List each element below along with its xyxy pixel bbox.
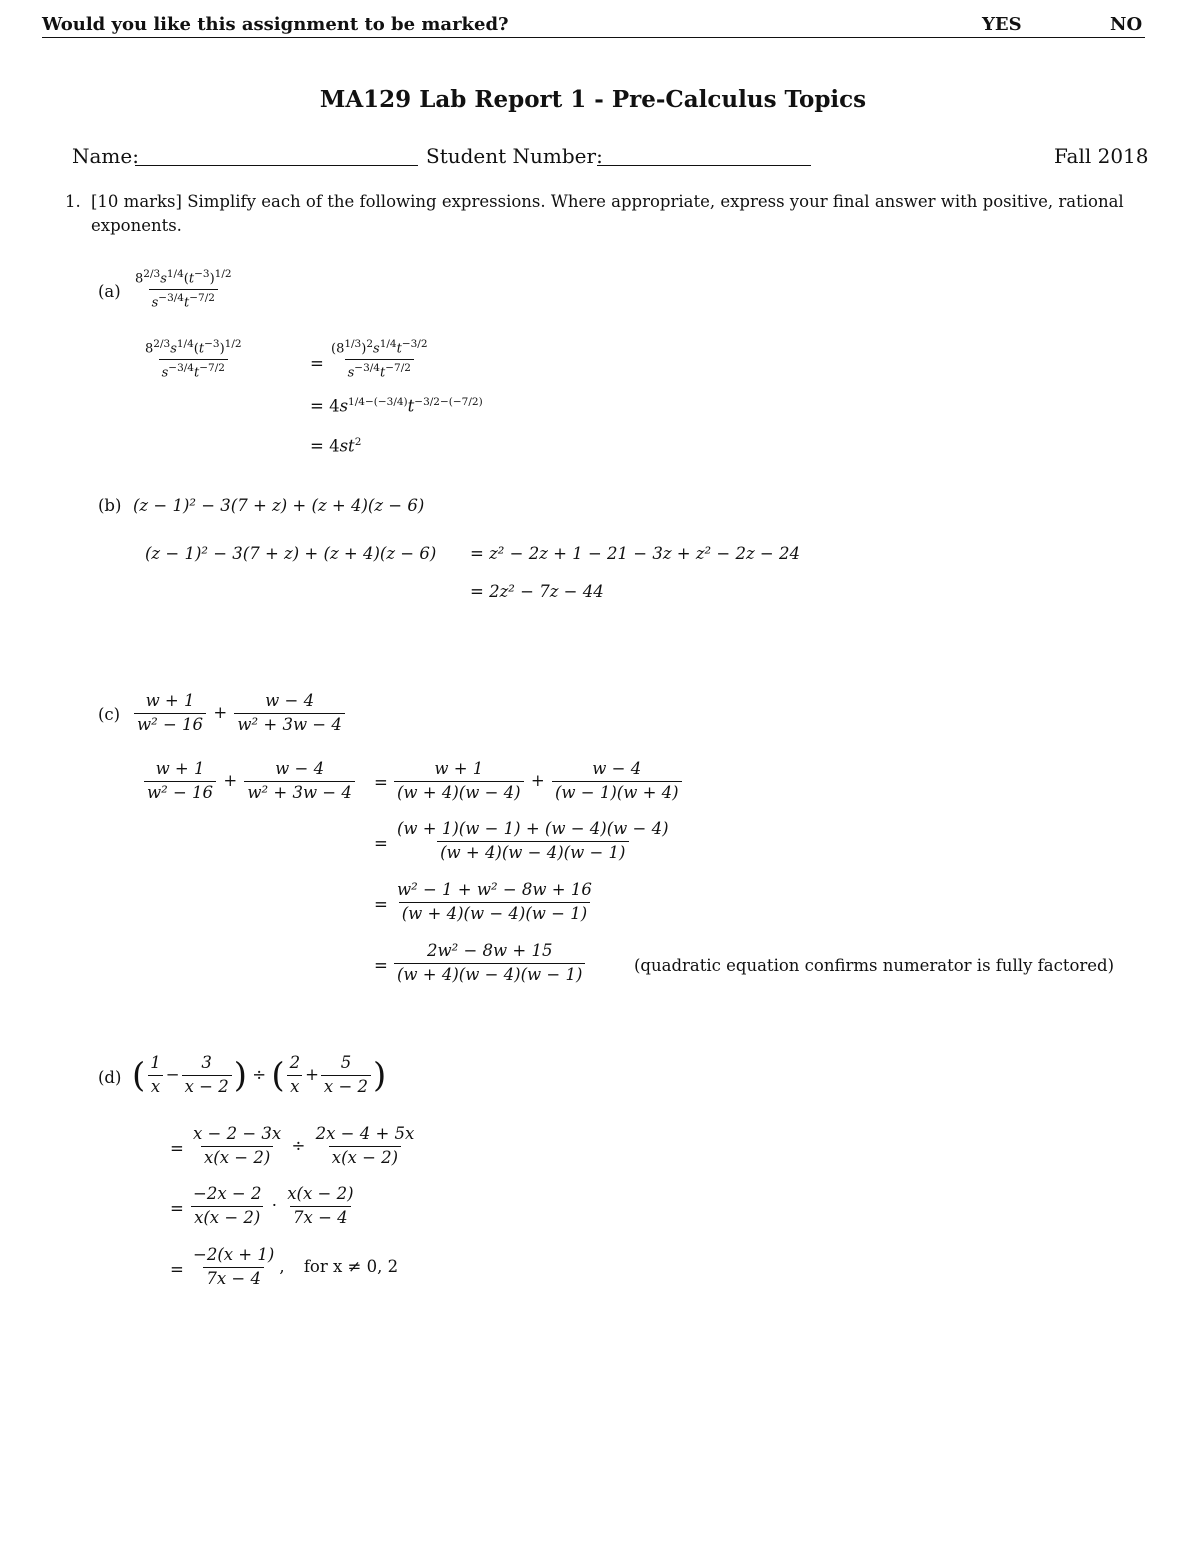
fraction: $\frac{w - 4}{\text{w² + 3w − 4}}$: [244, 760, 355, 803]
question-instruction: Simplify each of the following expressions. Where appropriate, express your final answer with positive, rational: [187, 192, 1124, 211]
equals-sign: =: [374, 895, 388, 914]
fraction: $\frac{\text{w² − 1 + w² − 8w + 16}}{(w + 4)(w - 4)(w - 1)}$: [397, 880, 592, 923]
no-option[interactable]: NO: [1110, 14, 1143, 35]
fraction: $\frac{1}{x}$: [147, 1054, 164, 1097]
part-a-step1-lhs: [140, 338, 247, 382]
fraction: $\frac{2x - 4 + 5x}{x(x - 2)}$: [315, 1124, 415, 1167]
fraction: $\frac{2}{x}$: [287, 1054, 304, 1097]
part-c-step2: [392, 820, 674, 863]
part-a-step1-rhs: [326, 338, 433, 382]
fraction: $\frac{5}{x - 2}$: [321, 1054, 371, 1097]
part-c-label: (c): [98, 705, 121, 724]
equals-sign: =: [170, 1199, 184, 1218]
fraction: $\frac{x - 2 - 3x}{x(x - 2)}$: [193, 1124, 282, 1167]
header-rule: [42, 37, 1145, 38]
equals-sign: =: [310, 354, 324, 373]
part-c-step1-lhs: $\frac{w + 1}{\text{w² − 16}}$ + $\frac{w - 4}{\text{w² + 3w − 4}}$: [142, 760, 357, 803]
equals-sign: =: [374, 773, 388, 792]
part-a-problem: [130, 268, 237, 312]
fraction: $\frac{\text{2w² − 8w + 15}}{(w + 4)(w - 4)(w - 1)}$: [394, 942, 585, 985]
part-b-step1-lhs: (z − 1)² − 3(7 + z) + (z + 4)(z − 6): [145, 544, 437, 563]
name-field[interactable]: [135, 165, 418, 166]
fraction: $\frac{8^{2/3}s^{1/4}(t^{-3})^{1/2}}{s^{-3/4}t^{-7/2}}$: [135, 268, 232, 311]
question-text-cont: exponents.: [91, 216, 182, 235]
fraction: $\frac{3}{x - 2}$: [182, 1054, 232, 1097]
part-c-step3: [392, 881, 597, 924]
part-a-step3: = $4st^2$: [310, 436, 362, 456]
equals-sign: =: [170, 1139, 184, 1158]
question-text: [91, 189, 1151, 214]
fraction: $\frac{(w + 1)(w - 1) + (w - 4)(w - 4)}{(w + 4)(w - 4)(w - 1)}$: [397, 819, 669, 862]
part-d-condition: for x ≠ 0, 2: [303, 1256, 399, 1276]
fraction: $\frac{-2x - 2}{x(x - 2)}$: [193, 1184, 262, 1227]
page-title: MA129 Lab Report 1 - Pre-Calculus Topics: [319, 86, 867, 113]
student-number-field[interactable]: [597, 165, 811, 166]
part-d-label: (d): [98, 1068, 122, 1087]
part-c-step4: [392, 942, 587, 985]
fraction: $\frac{8^{2/3}s^{1/4}(t^{-3})^{1/2}}{s^{-3/4}t^{-7/2}}$: [145, 338, 242, 381]
part-c-problem: $\frac{w + 1}{\text{w² − 16}}$ + $\frac{w - 4}{\text{w² + 3w − 4}}$: [132, 692, 347, 735]
part-c-step1-rhs: $\frac{w + 1}{(w + 4)(w - 4)}$ + $\frac{w - 4}{(w - 1)(w + 4)}$: [392, 760, 684, 803]
fraction: $\frac{w + 1}{(w + 4)(w - 4)}$: [394, 760, 524, 803]
equals-sign: =: [374, 834, 388, 853]
part-d-step3: $\frac{-2(x + 1)}{7x - 4}$ , for x ≠ 0, 2: [188, 1246, 398, 1289]
fraction: $\frac{w + 1}{\text{w² − 16}}$: [144, 760, 216, 803]
part-b-problem: (z − 1)² − 3(7 + z) + (z + 4)(z − 6): [133, 496, 425, 515]
question-marks: [10 marks]: [91, 192, 182, 211]
fraction: $\frac{w - 4}{(w - 1)(w + 4)}$: [552, 760, 682, 803]
fraction: $\frac{w - 4}{\text{w² + 3w − 4}}$: [234, 692, 345, 735]
part-d-step2: $\frac{-2x - 2}{x(x - 2)}$ · $\frac{x(x - 2)}{7x - 4}$: [188, 1185, 359, 1228]
part-a-step2: = $4s^{1/4-(-3/4)}t^{-3/2-(-7/2)}$: [310, 396, 483, 416]
part-c-note: (quadratic equation confirms numerator is fully factored): [634, 956, 1115, 975]
equals-sign: =: [374, 956, 388, 975]
fraction: $\frac{-2(x + 1)}{7x - 4}$: [193, 1245, 275, 1288]
yes-option[interactable]: YES: [982, 14, 1022, 35]
equals-sign: =: [170, 1260, 184, 1279]
name-label: Name:: [72, 144, 139, 168]
part-b-step1-rhs: = z² − 2z + 1 − 21 − 3z + z² − 2z − 24: [470, 544, 800, 563]
part-a-label: (a): [98, 282, 121, 301]
marking-question: Would you like this assignment to be marked?: [42, 14, 509, 35]
fraction: $\frac{(8^{1/3})^2s^{1/4}t^{-3/2}}{s^{-3/4}t^{-7/2}}$: [331, 338, 428, 381]
fraction: $\frac{x(x - 2)}{7x - 4}$: [287, 1184, 354, 1227]
part-b-step2: = 2z² − 7z − 44: [470, 582, 604, 601]
part-d-step1: $\frac{x - 2 - 3x}{x(x - 2)}$ ÷ $\frac{2x - 4 + 5x}{x(x - 2)}$: [188, 1125, 419, 1168]
student-number-label: Student Number:: [426, 144, 603, 168]
question-number: 1.: [65, 192, 81, 211]
fraction: $\frac{w + 1}{\text{w² − 16}}$: [134, 692, 206, 735]
term-label: Fall 2018: [1054, 144, 1149, 168]
part-b-label: (b): [98, 496, 122, 515]
part-d-problem: ( $\frac{1}{x}$ − $\frac{3}{x - 2}$ ) ÷ ( $\frac{2}{x}$ + $\frac{5}{x - 2}$ ): [132, 1053, 387, 1096]
